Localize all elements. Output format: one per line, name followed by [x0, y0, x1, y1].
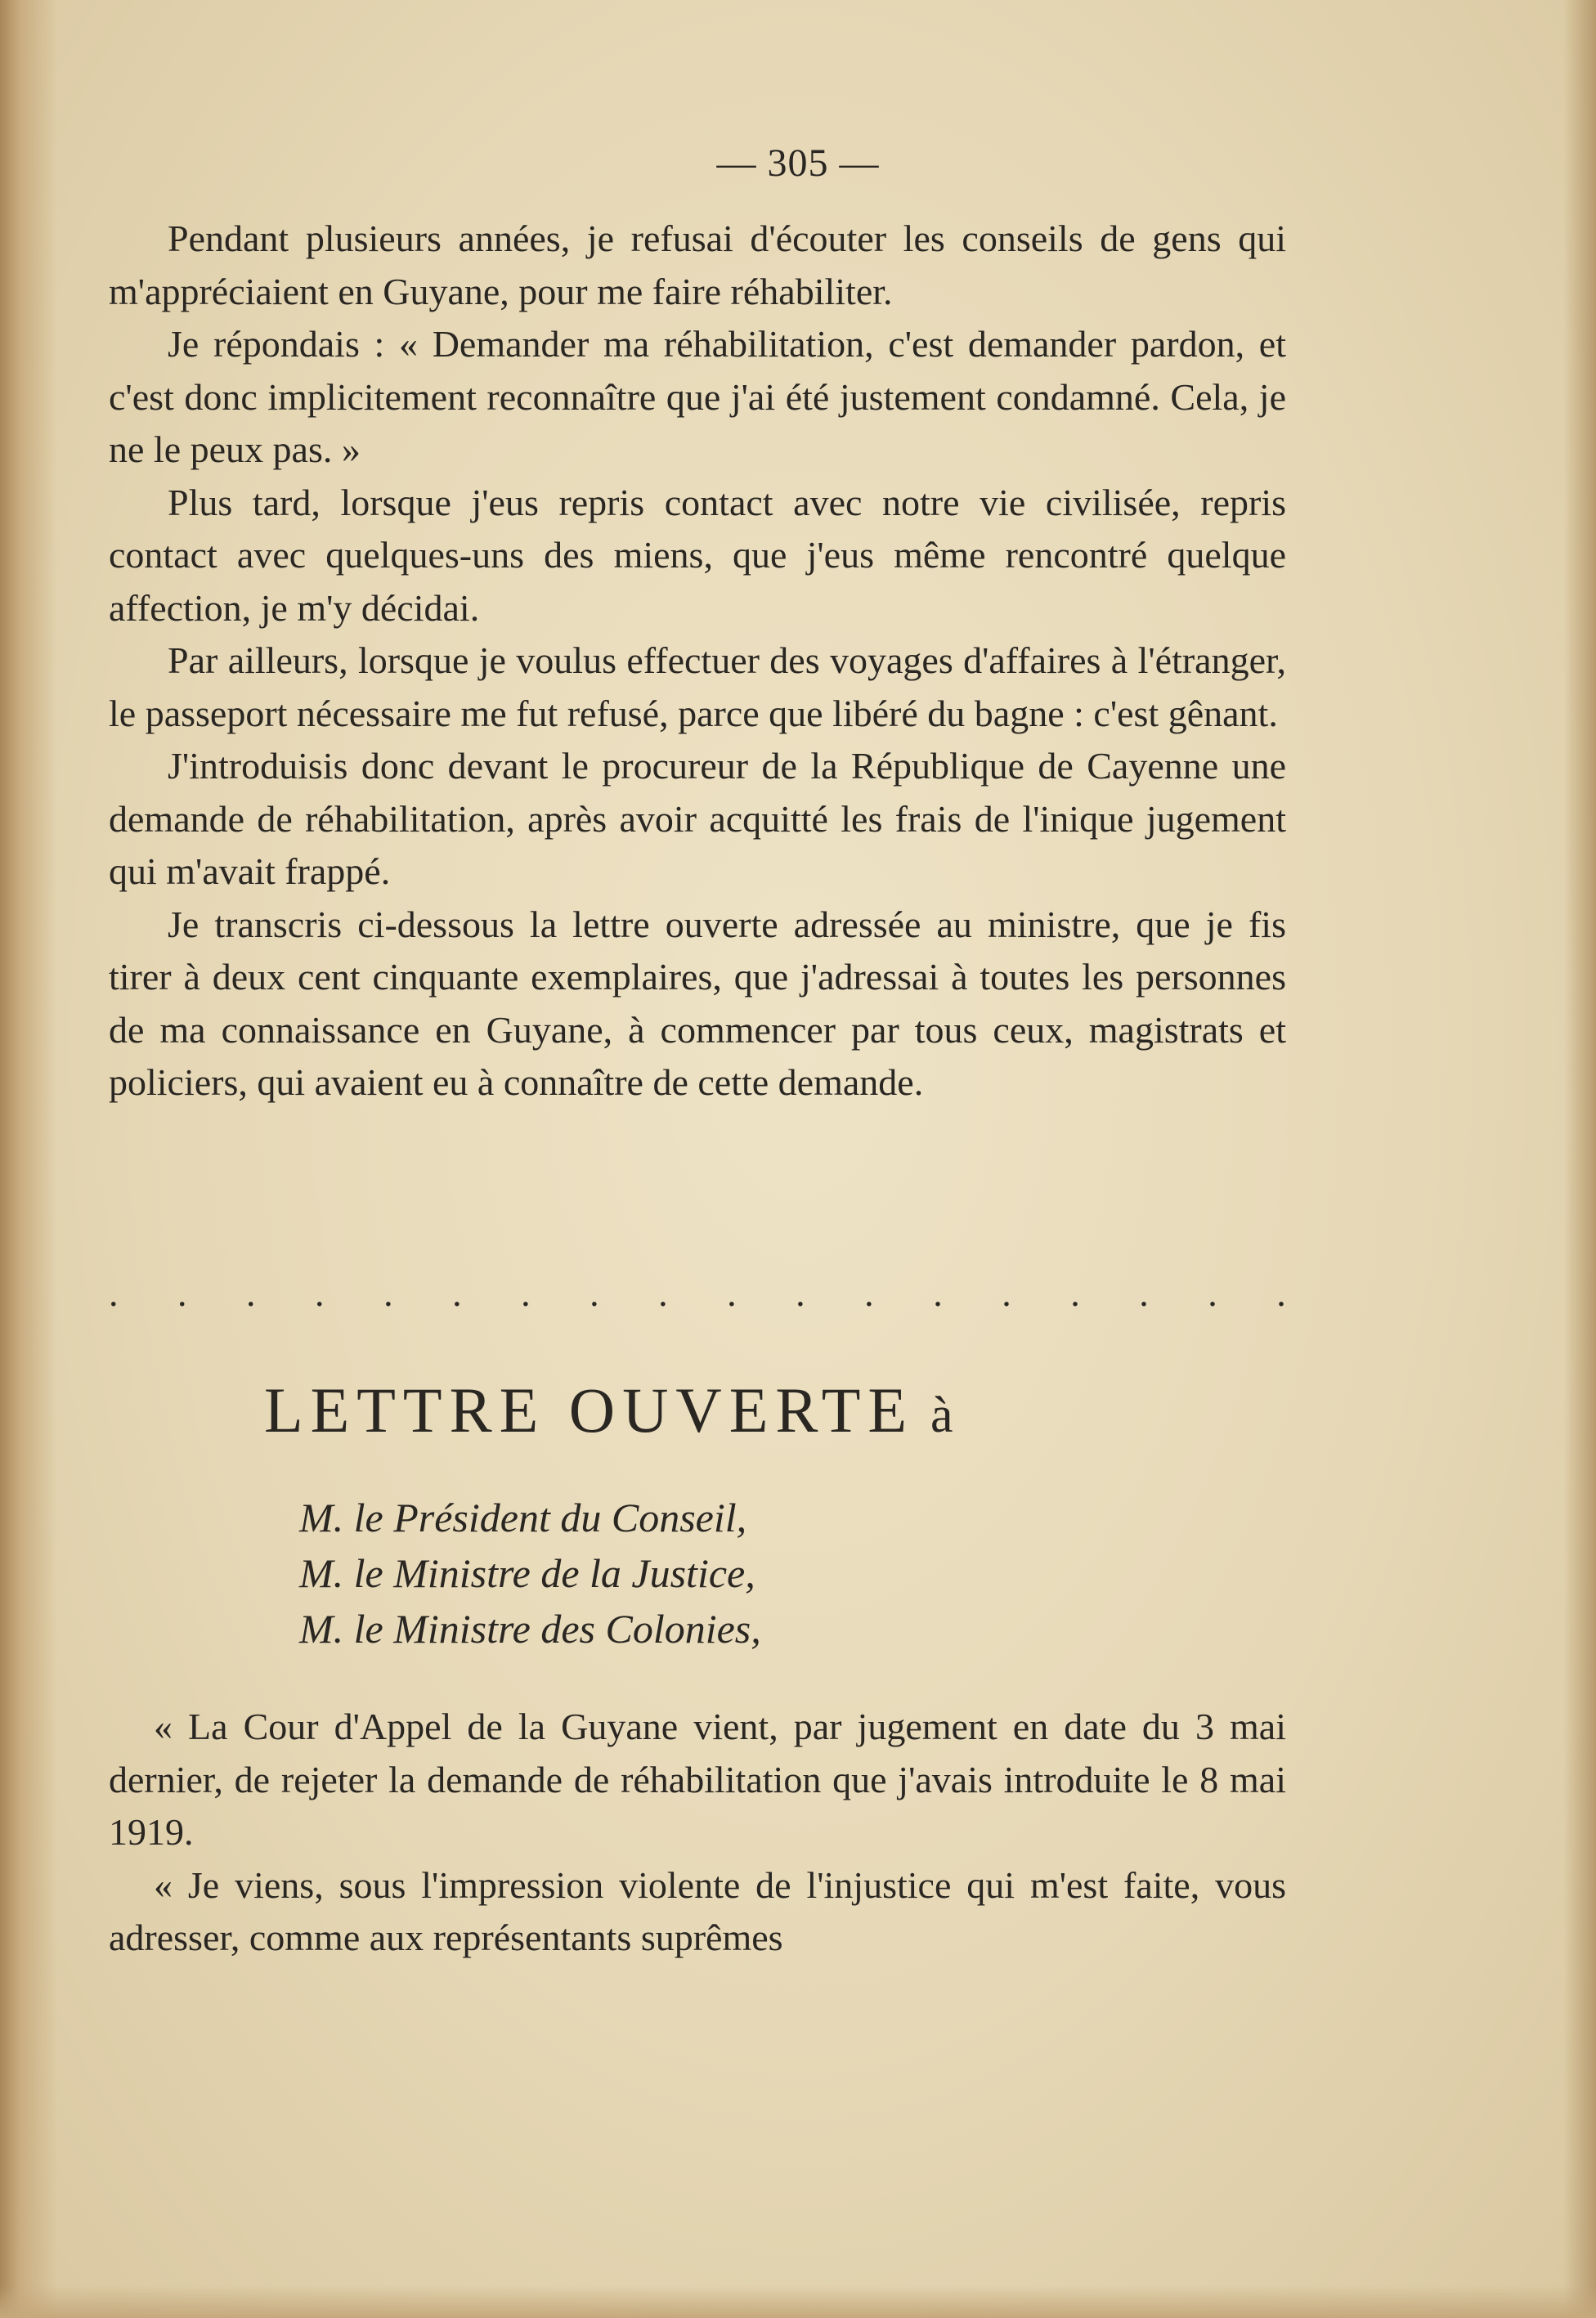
page-edge-left [0, 0, 57, 2318]
separator-dot: . [727, 1272, 737, 1314]
letter-heading [264, 1374, 953, 1447]
letter-paragraph: « Je viens, sous l'impression violente de l'injustice qui m'est faite, vous adresser, comme aux représentants suprêmes [109, 1863, 1286, 1958]
letter-heading-suffix: à [930, 1388, 953, 1443]
paragraph: Plus tard, lorsque j'eus repris contact avec notre vie civilisée, repris contact avec quelques-uns des miens, que j'eus même rencontré quelque affection, je m'y décidai. [109, 481, 1286, 629]
paragraph: Je transcris ci-dessous la lettre ouverte adressée au ministre, que je fis tirer à deux cent cinquante exemplaires, que j'adressai à toutes les personnes de ma connaissance en Guyane, à commencer par tous ceux, magistrats et policiers, qui avaient eu à connaître de cette demande. [109, 903, 1286, 1103]
separator-dot: . [1276, 1272, 1286, 1314]
letter-paragraph: « La Cour d'Appel de la Guyane vient, par jugement en date du 3 mai dernier, de rejeter la demande de réhabilitation que j'avais introduite le 8 mai 1919. [109, 1706, 1286, 1853]
separator-dot: . [1002, 1272, 1011, 1314]
paragraph: J'introduisis donc devant le procureur de la République de Cayenne une demande de réhabilitation, après avoir acquitté les frais de l'inique jugement qui m'avait frappé. [109, 745, 1286, 892]
separator-dot: . [590, 1272, 599, 1314]
paragraph: Je répondais : « Demander ma réhabilitation, c'est demander pardon, et c'est donc implicitement reconnaître que j'ai été justement condamné. Cela, je ne le peux pas. » [109, 323, 1286, 470]
separator-dot: . [796, 1272, 805, 1314]
separator-dot: . [246, 1272, 256, 1314]
addressee: M. le Président du Conseil, [299, 1495, 747, 1540]
addressee-list [299, 1490, 761, 1657]
separator-dot: . [933, 1272, 943, 1314]
separator-dot: . [658, 1272, 668, 1314]
body-text [109, 213, 1286, 1110]
separator-dot: . [1139, 1272, 1149, 1314]
separator-dot: . [1208, 1272, 1217, 1314]
separator-dot: . [109, 1272, 119, 1314]
separator-dot: . [1070, 1272, 1080, 1314]
separator-dot: . [177, 1272, 187, 1314]
separator-dot: . [864, 1272, 874, 1314]
letter-heading-title: LETTRE OUVERTE [264, 1374, 915, 1446]
separator-dot: . [383, 1272, 393, 1314]
separator-dot: . [521, 1272, 531, 1314]
page-edge-bottom [0, 2285, 1596, 2318]
dotted-separator [109, 1271, 1286, 1315]
page-number: — 305 — [716, 141, 880, 185]
addressee: M. le Ministre des Colonies, [299, 1606, 761, 1652]
letter-body [109, 1701, 1286, 1965]
separator-dot: . [452, 1272, 462, 1314]
paragraph: Par ailleurs, lorsque je voulus effectuer des voyages d'affaires à l'étranger, le passeport nécessaire me fut refusé, parce que libéré du bagne : c'est gênant. [109, 639, 1286, 734]
separator-dot: . [315, 1272, 325, 1314]
page-edge-right [1563, 0, 1596, 2318]
addressee: M. le Ministre de la Justice, [299, 1550, 755, 1596]
paragraph: Pendant plusieurs années, je refusai d'écouter les conseils de gens qui m'appréciaient en Guyane, pour me faire réhabiliter. [109, 217, 1286, 312]
